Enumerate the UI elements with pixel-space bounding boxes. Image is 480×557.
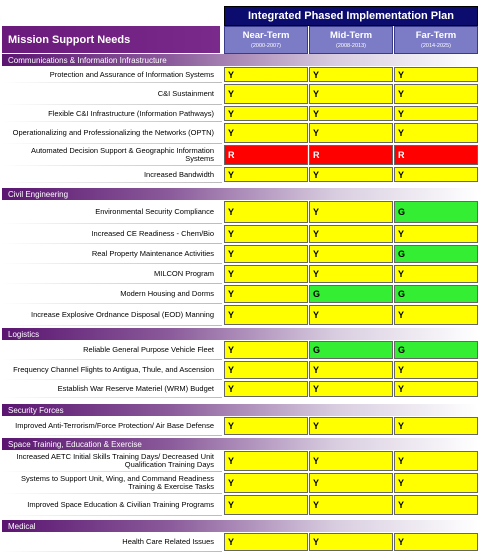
far-term-status-cell: G bbox=[394, 245, 478, 263]
phase-header-near-term bbox=[224, 26, 308, 54]
far-term-status-cell: R bbox=[394, 145, 478, 165]
row-label: C&I Sustainment bbox=[157, 89, 214, 98]
mid-term-status-cell: Y bbox=[309, 84, 393, 104]
table-row bbox=[2, 380, 478, 398]
row-label: Increased Bandwidth bbox=[143, 169, 214, 179]
far-term-status-cell: Y bbox=[394, 84, 478, 104]
row-label: Health Care Related Issues bbox=[122, 537, 214, 546]
mid-term-status-cell: Y bbox=[309, 265, 393, 283]
row-divider bbox=[2, 435, 222, 436]
mission-support-needs-header: Mission Support Needs bbox=[2, 26, 220, 53]
far-term-status-cell: Y bbox=[394, 167, 478, 182]
near-term-status-cell: R bbox=[224, 145, 308, 165]
near-term-status-cell: Y bbox=[224, 67, 308, 82]
row-label: MILCON Program bbox=[153, 269, 214, 278]
table-row bbox=[2, 304, 478, 326]
row-label: Increased AETC Initial Skills Training Days/ Decreased Unit Qualification Training Days bbox=[16, 452, 214, 469]
phase-name: Mid-Term bbox=[329, 30, 373, 41]
table-row bbox=[2, 450, 478, 472]
table-row bbox=[2, 166, 478, 183]
table-row bbox=[2, 284, 478, 304]
table-row bbox=[2, 144, 478, 166]
near-term-status-cell: Y bbox=[224, 167, 308, 182]
mid-term-status-cell: Y bbox=[309, 473, 393, 493]
row-label: Automated Decision Support & Geographic Information Systems bbox=[30, 146, 214, 163]
row-label: Modern Housing and Dorms bbox=[120, 289, 214, 298]
far-term-status-cell: Y bbox=[394, 305, 478, 325]
section-header: Logistics bbox=[2, 328, 478, 340]
far-term-status-cell: Y bbox=[394, 67, 478, 82]
far-term-status-cell: Y bbox=[394, 381, 478, 397]
row-divider bbox=[2, 515, 222, 516]
near-term-status-cell: Y bbox=[224, 123, 308, 143]
mid-term-status-cell: Y bbox=[309, 533, 393, 551]
far-term-status-cell: Y bbox=[394, 417, 478, 435]
row-label: Protection and Assurance of Information Systems bbox=[49, 69, 214, 79]
far-term-status-cell: Y bbox=[394, 533, 478, 551]
mid-term-status-cell: Y bbox=[309, 451, 393, 471]
table-row bbox=[2, 200, 478, 224]
section-header: Communications & Information Infrastructure bbox=[2, 54, 478, 66]
phase-years: (2008-2013) bbox=[336, 43, 366, 49]
mid-term-status-cell: Y bbox=[309, 495, 393, 515]
table-row bbox=[2, 472, 478, 494]
mid-term-status-cell: Y bbox=[309, 106, 393, 121]
mid-term-status-cell: Y bbox=[309, 305, 393, 325]
mid-term-status-cell: Y bbox=[309, 167, 393, 182]
row-label: Systems to Support Unit, Wing, and Command Readiness Training & Exercise Tasks bbox=[20, 474, 214, 491]
table-row bbox=[2, 340, 478, 360]
near-term-status-cell: Y bbox=[224, 265, 308, 283]
row-divider bbox=[2, 397, 222, 398]
near-term-status-cell: Y bbox=[224, 381, 308, 397]
table-row bbox=[2, 416, 478, 436]
row-divider bbox=[2, 325, 222, 326]
table-row bbox=[2, 224, 478, 244]
mid-term-status-cell: Y bbox=[309, 381, 393, 397]
row-label: Flexible C&I Infrastructure (Information Pathways) bbox=[48, 108, 214, 118]
near-term-status-cell: Y bbox=[224, 285, 308, 303]
near-term-status-cell: Y bbox=[224, 225, 308, 243]
row-label: Increased CE Readiness - Chem/Bio bbox=[91, 229, 214, 238]
plan-title: Integrated Phased Implementation Plan bbox=[224, 6, 478, 26]
row-label: Improved Space Education & Civilian Training Programs bbox=[27, 500, 214, 509]
row-label: Reliable General Purpose Vehicle Fleet bbox=[83, 345, 214, 354]
row-label: Establish War Reserve Materiel (WRM) Budget bbox=[57, 384, 214, 393]
far-term-status-cell: Y bbox=[394, 265, 478, 283]
table-row bbox=[2, 264, 478, 284]
near-term-status-cell: Y bbox=[224, 305, 308, 325]
row-label: Improved Anti-Terrorism/Force Protection/ Air Base Defense bbox=[15, 421, 214, 430]
mid-term-status-cell: Y bbox=[309, 123, 393, 143]
mid-term-status-cell: G bbox=[309, 285, 393, 303]
table-row bbox=[2, 360, 478, 380]
row-divider bbox=[2, 182, 222, 183]
row-label: Frequency Channel Flights to Antigua, Thule, and Ascension bbox=[13, 365, 214, 374]
table-row bbox=[2, 66, 478, 83]
phase-header-mid-term bbox=[309, 26, 393, 54]
near-term-status-cell: Y bbox=[224, 106, 308, 121]
row-label: Real Property Maintenance Activities bbox=[91, 249, 214, 258]
near-term-status-cell: Y bbox=[224, 341, 308, 359]
phase-name: Near-Term bbox=[242, 30, 290, 41]
far-term-status-cell: G bbox=[394, 285, 478, 303]
table-row bbox=[2, 532, 478, 552]
far-term-status-cell: Y bbox=[394, 473, 478, 493]
mid-term-status-cell: Y bbox=[309, 417, 393, 435]
table-row bbox=[2, 83, 478, 105]
near-term-status-cell: Y bbox=[224, 361, 308, 379]
row-label: Environmental Security Compliance bbox=[95, 207, 214, 216]
far-term-status-cell: Y bbox=[394, 361, 478, 379]
table-row bbox=[2, 244, 478, 264]
far-term-status-cell: Y bbox=[394, 123, 478, 143]
far-term-status-cell: Y bbox=[394, 451, 478, 471]
section-header: Civil Engineering bbox=[2, 188, 478, 200]
far-term-status-cell: Y bbox=[394, 106, 478, 121]
far-term-status-cell: G bbox=[394, 341, 478, 359]
table-row bbox=[2, 122, 478, 144]
row-divider bbox=[2, 551, 222, 552]
table-row bbox=[2, 494, 478, 516]
near-term-status-cell: Y bbox=[224, 201, 308, 223]
section-header: Medical bbox=[2, 520, 478, 532]
near-term-status-cell: Y bbox=[224, 84, 308, 104]
mid-term-status-cell: Y bbox=[309, 67, 393, 82]
row-label: Operationalizing and Professionalizing the Networks (OPTN) bbox=[12, 128, 214, 137]
phase-years: (2014-2025) bbox=[421, 43, 451, 49]
row-label: Increase Explosive Ordnance Disposal (EOD) Manning bbox=[31, 310, 214, 319]
far-term-status-cell: Y bbox=[394, 495, 478, 515]
mid-term-status-cell: R bbox=[309, 145, 393, 165]
near-term-status-cell: Y bbox=[224, 495, 308, 515]
section-header: Security Forces bbox=[2, 404, 478, 416]
far-term-status-cell: Y bbox=[394, 225, 478, 243]
near-term-status-cell: Y bbox=[224, 245, 308, 263]
phase-name: Far-Term bbox=[415, 30, 457, 41]
mid-term-status-cell: Y bbox=[309, 225, 393, 243]
far-term-status-cell: G bbox=[394, 201, 478, 223]
phase-years: (2000-2007) bbox=[251, 43, 281, 49]
section-header: Space Training, Education & Exercise bbox=[2, 438, 478, 450]
near-term-status-cell: Y bbox=[224, 473, 308, 493]
table-row bbox=[2, 105, 478, 122]
mid-term-status-cell: Y bbox=[309, 245, 393, 263]
phase-header-far-term bbox=[394, 26, 478, 54]
mid-term-status-cell: Y bbox=[309, 361, 393, 379]
near-term-status-cell: Y bbox=[224, 533, 308, 551]
mid-term-status-cell: Y bbox=[309, 201, 393, 223]
near-term-status-cell: Y bbox=[224, 417, 308, 435]
near-term-status-cell: Y bbox=[224, 451, 308, 471]
mid-term-status-cell: G bbox=[309, 341, 393, 359]
